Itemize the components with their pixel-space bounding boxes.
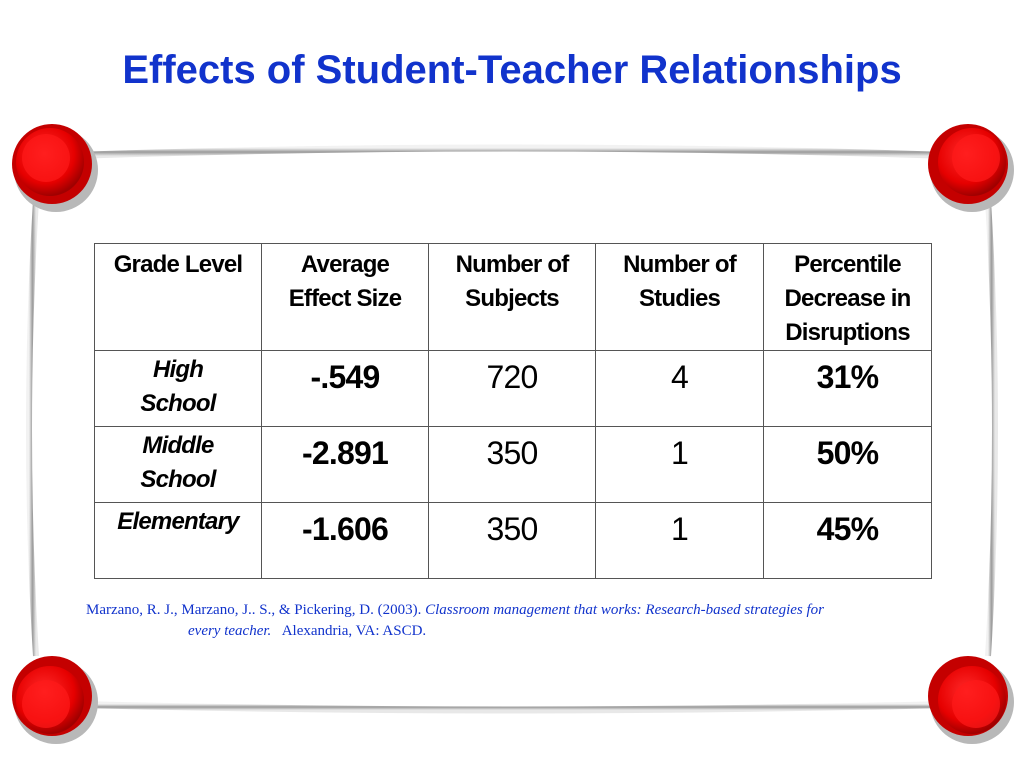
- table-row: [95, 351, 932, 427]
- effect-size-cell: -2.891: [262, 427, 429, 503]
- table-row: [95, 503, 932, 579]
- header-number-of-studies: Number of Studies: [596, 244, 764, 351]
- effects-table: [94, 243, 932, 579]
- effect-size-cell: -.549: [262, 351, 429, 427]
- citation-title-continued: every teacher.: [188, 623, 272, 639]
- red-ball-icon: [922, 650, 1018, 746]
- decrease-cell: 45%: [764, 503, 932, 579]
- red-ball-icon: [922, 118, 1018, 214]
- citation: [86, 600, 946, 642]
- studies-cell: 1: [596, 427, 764, 503]
- frame-right-line: [988, 200, 995, 656]
- decrease-cell: 50%: [764, 427, 932, 503]
- frame-left-line: [29, 200, 36, 656]
- slide-title: Effects of Student-Teacher Relationships: [122, 48, 902, 92]
- table-row: [95, 427, 932, 503]
- studies-cell: 4: [596, 351, 764, 427]
- header-average-effect-size: Average Effect Size: [262, 244, 429, 351]
- header-number-of-subjects: Number of Subjects: [429, 244, 596, 351]
- studies-cell: 1: [596, 503, 764, 579]
- subjects-cell: 720: [429, 351, 596, 427]
- subjects-cell: 350: [429, 503, 596, 579]
- subjects-cell: 350: [429, 427, 596, 503]
- grade-level-cell: High School: [95, 351, 262, 427]
- citation-publisher: Alexandria, VA: ASCD.: [271, 623, 427, 639]
- citation-authors: Marzano, R. J., Marzano, J.. S., & Pickering, D. (2003).: [86, 602, 426, 618]
- table-header-row: [95, 244, 932, 351]
- grade-level-cell: Middle School: [95, 427, 262, 503]
- grade-level-cell: Elementary: [95, 503, 262, 579]
- red-ball-icon: [6, 650, 102, 746]
- frame-bottom-line: [60, 704, 964, 710]
- effect-size-cell: -1.606: [262, 503, 429, 579]
- header-percentile-decrease: Percentile Decrease in Disruptions: [764, 244, 932, 351]
- red-ball-icon: [6, 118, 102, 214]
- frame-top-line: [60, 148, 964, 156]
- citation-title: Classroom management that works: Research-based strategies for: [425, 602, 824, 618]
- decrease-cell: 31%: [764, 351, 932, 427]
- header-grade-level: Grade Level: [95, 244, 262, 351]
